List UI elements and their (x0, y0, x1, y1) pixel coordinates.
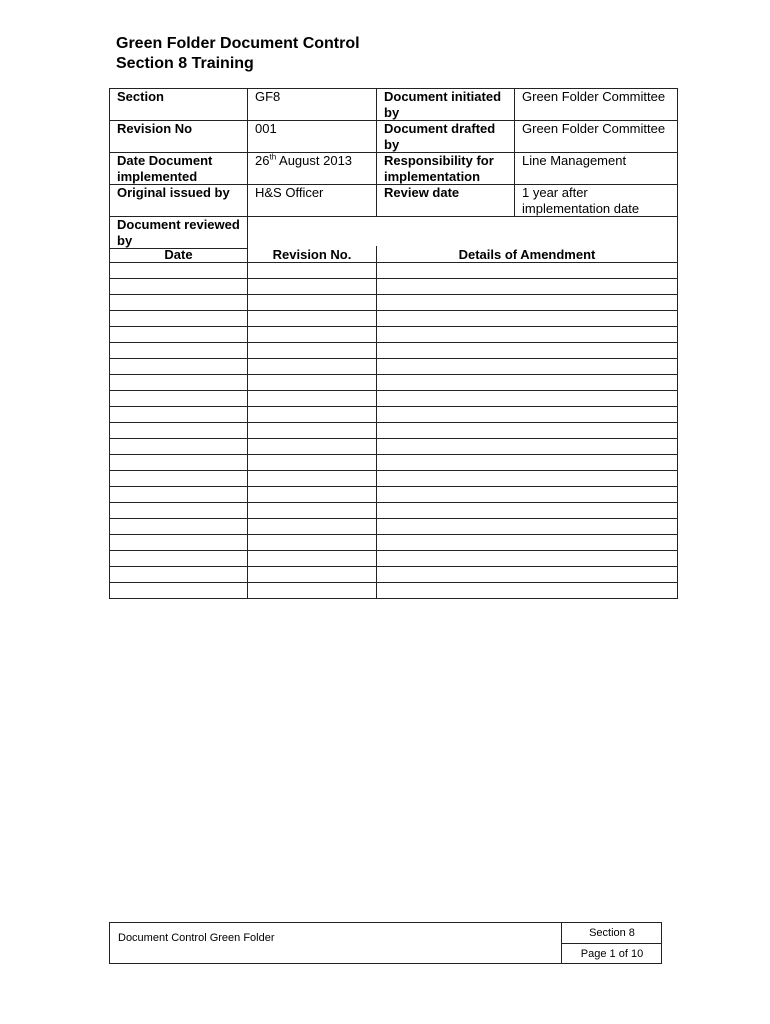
revision-history-table (109, 246, 678, 599)
table-row (110, 279, 678, 295)
revision-number-cell (248, 407, 377, 423)
table-row (110, 439, 678, 455)
drafted-value: Green Folder Committee (515, 121, 678, 153)
revision-number-cell (248, 487, 377, 503)
table-row (110, 455, 678, 471)
table-row (110, 551, 678, 567)
revision-number-cell (248, 439, 377, 455)
revision-number-cell (248, 519, 377, 535)
revision-details-cell (377, 343, 678, 359)
revision-details-cell (377, 503, 678, 519)
title-line-2: Section 8 Training (116, 55, 254, 72)
revision-date-cell (110, 375, 248, 391)
table-row (110, 535, 678, 551)
review-date-value: 1 year after implementation date (515, 185, 678, 217)
revision-date-cell (110, 343, 248, 359)
meta-row-section (110, 89, 678, 121)
date-implemented-label: Date Document implemented (110, 153, 248, 185)
meta-row-revision (110, 121, 678, 153)
footer-section-box (561, 923, 662, 963)
document-title (116, 34, 360, 74)
revision-number-cell (248, 279, 377, 295)
reviewed-by-value (248, 217, 678, 249)
revision-details-cell (377, 423, 678, 439)
page-footer (109, 922, 662, 964)
revision-details-cell (377, 263, 678, 279)
table-row (110, 567, 678, 583)
revision-number-cell (248, 263, 377, 279)
document-metadata-table (109, 88, 678, 249)
revision-details-cell (377, 455, 678, 471)
revision-details-cell (377, 487, 678, 503)
revision-number-cell (248, 359, 377, 375)
revision-date-cell (110, 295, 248, 311)
revision-date-cell (110, 359, 248, 375)
revision-details-cell (377, 535, 678, 551)
revision-number-cell (248, 583, 377, 599)
table-row (110, 359, 678, 375)
table-row (110, 583, 678, 599)
revision-number-cell (248, 375, 377, 391)
revision-details-cell (377, 583, 678, 599)
revision-date-cell (110, 311, 248, 327)
revision-date-cell (110, 423, 248, 439)
footer-page-number: Page 1 of 10 (580, 948, 644, 960)
revision-date-cell (110, 567, 248, 583)
revision-number-cell (248, 471, 377, 487)
table-row (110, 503, 678, 519)
meta-row-reviewed (110, 217, 678, 249)
revision-details-cell (377, 439, 678, 455)
table-row (110, 311, 678, 327)
date-month-year: August 2013 (276, 153, 353, 168)
section-label: Section (110, 89, 248, 121)
revision-value: 001 (248, 121, 377, 153)
revision-details-cell (377, 359, 678, 375)
revision-date-cell (110, 487, 248, 503)
section-value: GF8 (248, 89, 377, 121)
table-row (110, 407, 678, 423)
table-row (110, 263, 678, 279)
reviewed-by-label: Document reviewed by (110, 217, 248, 249)
revision-details-cell (377, 375, 678, 391)
initiated-label: Document initiated by (377, 89, 515, 121)
title-line-1: Green Folder Document Control (116, 35, 360, 52)
revision-date-cell (110, 279, 248, 295)
revision-date-cell (110, 503, 248, 519)
revision-details-cell (377, 407, 678, 423)
revision-date-cell (110, 519, 248, 535)
footer-section: Section 8 (562, 923, 662, 944)
column-header-details: Details of Amendment (377, 246, 678, 263)
revision-date-cell (110, 535, 248, 551)
revision-date-cell (110, 551, 248, 567)
revision-date-cell (110, 263, 248, 279)
revision-details-cell (377, 327, 678, 343)
date-day: 26 (255, 153, 270, 168)
table-row (110, 295, 678, 311)
footer-document-name: Document Control Green Folder (118, 932, 275, 944)
column-header-revision: Revision No. (248, 246, 377, 263)
meta-row-original (110, 185, 678, 217)
table-row (110, 343, 678, 359)
table-row (110, 391, 678, 407)
original-issued-value: H&S Officer (248, 185, 377, 217)
date-ordinal: th (269, 152, 277, 162)
table-row (110, 471, 678, 487)
revision-date-cell (110, 407, 248, 423)
revision-number-cell (248, 327, 377, 343)
initiated-value: Green Folder Committee (515, 89, 678, 121)
revision-details-cell (377, 311, 678, 327)
revision-header-row (110, 246, 678, 263)
revision-number-cell (248, 391, 377, 407)
revision-number-cell (248, 423, 377, 439)
column-header-date: Date (110, 246, 248, 263)
responsibility-value: Line Management (515, 153, 678, 185)
revision-details-cell (377, 471, 678, 487)
date-implemented-value (248, 153, 377, 185)
review-date-label: Review date (377, 185, 515, 217)
revision-date-cell (110, 583, 248, 599)
table-row (110, 519, 678, 535)
revision-number-cell (248, 343, 377, 359)
revision-details-cell (377, 295, 678, 311)
drafted-label: Document drafted by (377, 121, 515, 153)
revision-date-cell (110, 455, 248, 471)
revision-details-cell (377, 567, 678, 583)
revision-number-cell (248, 455, 377, 471)
revision-number-cell (248, 295, 377, 311)
original-issued-label: Original issued by (110, 185, 248, 217)
revision-details-cell (377, 279, 678, 295)
revision-details-cell (377, 519, 678, 535)
revision-label: Revision No (110, 121, 248, 153)
revision-date-cell (110, 471, 248, 487)
revision-number-cell (248, 311, 377, 327)
table-row (110, 423, 678, 439)
revision-number-cell (248, 503, 377, 519)
meta-row-date (110, 153, 678, 185)
table-row (110, 375, 678, 391)
table-row (110, 487, 678, 503)
revision-number-cell (248, 535, 377, 551)
table-row (110, 327, 678, 343)
revision-date-cell (110, 327, 248, 343)
revision-date-cell (110, 439, 248, 455)
responsibility-label: Responsibility for implementation (377, 153, 515, 185)
revision-number-cell (248, 567, 377, 583)
revision-number-cell (248, 551, 377, 567)
revision-date-cell (110, 391, 248, 407)
revision-details-cell (377, 391, 678, 407)
revision-details-cell (377, 551, 678, 567)
